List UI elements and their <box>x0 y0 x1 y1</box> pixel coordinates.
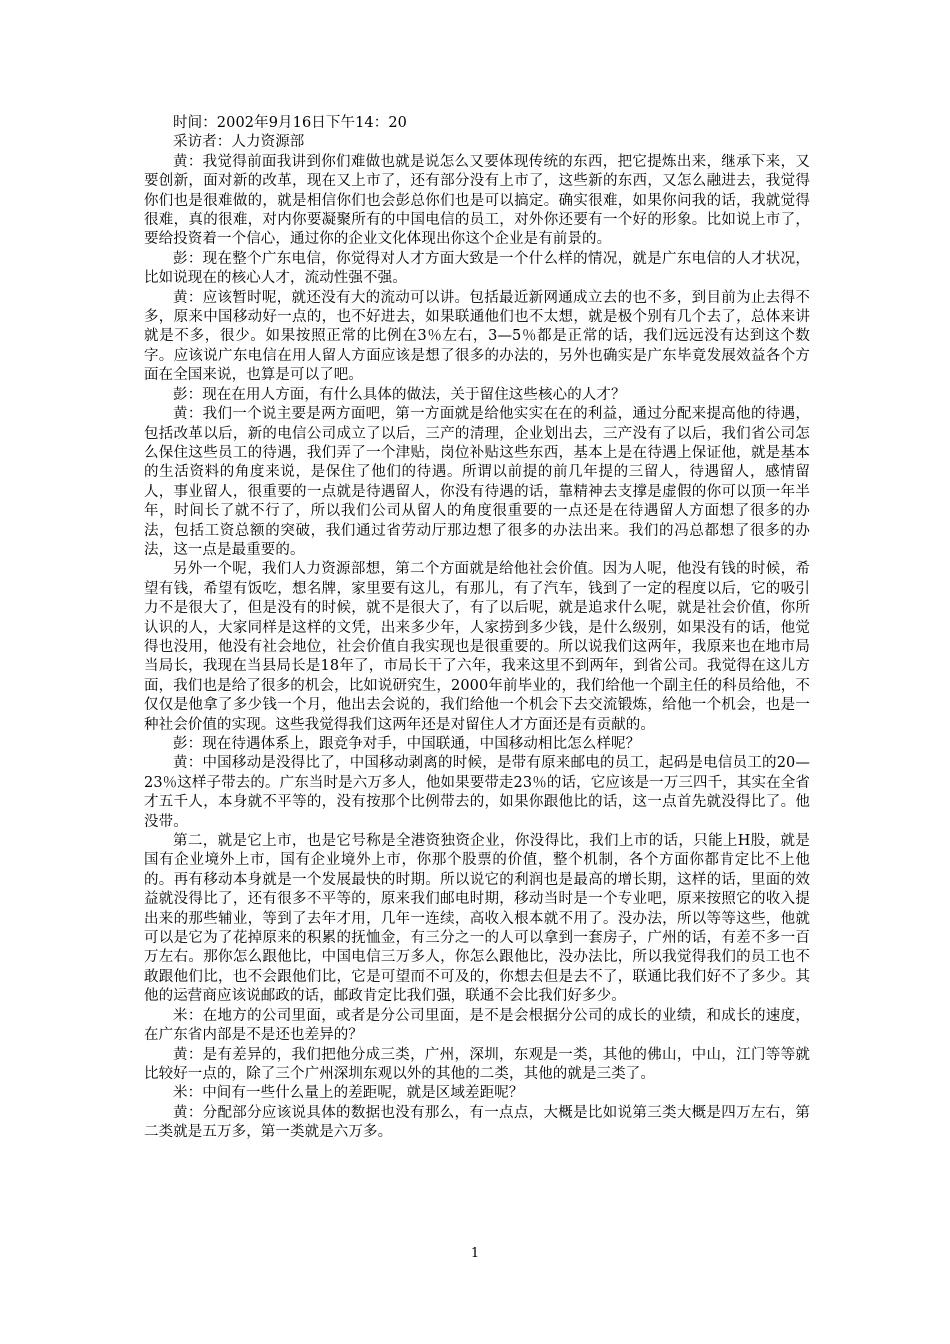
paragraph: 米：在地方的公司里面，或者是分公司里面，是不是会根据分公司的成长的业绩，和成长的速度，在广东省内部是不是还也差异的？ <box>144 1007 810 1044</box>
paragraph: 彭：现在待遇体系上，跟竞争对手，中国联通，中国移动相比怎么样呢？ <box>173 736 641 752</box>
paragraph: 第二，就是它上市，也是它号称是全港资独资企业，你没得比，我们上市的话，只能上H股，就是国有企业境外上市，国有企业境外上市，你那个股票的价值，整个机制，各个方面你都肯定比不上他的。再有移动本身就是一个发展最快的时期。所以说它的利润也是最高的增长期，这样的话，里面的效益就没得比了，还有很多不平等的，原来我们邮电时期，移动当时是一个专业吧，原来按照它的收入提出来的那些辅业，等到了去年才用，几年一连续，高收入根本就不用了。没办法，所以等等这些，他就可以是它为了花掉原来的积累的抚恤金，有三分之一的人可以拿到一套房子，广州的话，有差不多一百万左右。那你怎么跟他比，中国电信三万多人，你怎么跟他比，没办法比，所以我觉得我们的员工也不敢跟他们比，也不会跟他们比，它是可望而不可及的，你想去但是去不了，联通比我们好不了多少。其他的运营商应该说邮政的话，邮政肯定比我们强，联通不会比我们好多少。 <box>144 833 810 1005</box>
paragraph: 黄：中国移动是没得比了，中国移动剥离的时候，是带有原来邮电的员工，起码是电信员工的20—23％这样子带去的。广东当时是六万多人，他如果要带走23％的话，它应该是一万三四千，其实在全省才五千人，本身就不平等的，没有按那个比例带去的，如果你跟他比的话，这一点首先就没得比了。他没带。 <box>144 755 810 830</box>
paragraph: 黄：我们一个说主要是两方面吧，第一方面就是给他实实在在的利益，通过分配来提高他的待遇，包括改革以后，新的电信公司成立了以后，三产的清理，企业划出去，三产没有了以后，我们省公司怎么保住这些员工的待遇，我们弄了一个津贴，岗位补贴这些东西，基本上是在待遇上保证他，就是基本的生活资料的角度来说，是保住了他们的待遇。所谓以前提的前几年提的三留人，待遇留人，感情留人，事业留人，很重要的一点就是待遇留人，你没有待遇的话，靠精神去支撑是虚假的你可以顶一年半年，时间长了就不行了，所以我们公司从留人的角度很重要的一点还是在待遇留人方面想了很多的办法，包括工资总额的突破，我们通过省劳动厅那边想了很多的办法出来。我们的冯总都想了很多的办法，这一点是最重要的。 <box>144 406 810 558</box>
paragraph: 黄：是有差异的，我们把他分成三类，广州，深圳，东观是一类，其他的佛山，中山，江门等等就比较好一点的，除了三个广州深圳东观以外的其他的二类，其他的就是三类了。 <box>144 1046 810 1082</box>
paragraph: 黄：应该暂时呢，就还没有大的流动可以讲。包括最近新网通成立去的也不多，到目前为止去得不多，原来中国移动好一点的，也不好进去，如果联通他们也不太想，就是极个别有几个去了，总体来讲就是不多，很少。如果按照正常的比例在3％左右，3—5％都是正常的话，我们远远没有达到这个数字。应该说广东电信在用人留人方面应该是想了很多的办法的，另外也确实是广东毕竟发展效益各个方面在全国来说，也算是可以了吧。 <box>144 289 810 384</box>
paragraph: 黄：我觉得前面我讲到你们难做也就是说怎么又要体现传统的东西，把它提炼出来，继承下来，又要创新，面对新的改革，现在又上市了，还有部分没有上市了，这些新的东西，又怎么融进去，我觉得你们也是很难做的，就是相信你们也会彭总你们也是可以搞定。确实很难，如果你问我的话，我就觉得很难，真的很难，对内你要凝聚所有的中国电信的员工，对外你还要有一个好的形象。比如说上市了，要给投资着一个信心，通过你的企业文化体现出你这个企业是有前景的。 <box>144 153 810 248</box>
paragraph: 黄：分配部分应该说具体的数据也没有那么，有一点点，大概是比如说第三类大概是四万左右，第二类就是五万多，第一类就是六万多。 <box>144 1104 810 1141</box>
interview-transcript <box>144 114 810 1143</box>
paragraph: 彭：现在整个广东电信，你觉得对人才方面大致是一个什么样的情况，就是广东电信的人才状况，比如说现在的核心人才，流动性强不强。 <box>144 250 810 287</box>
page-number: 1 <box>470 1246 480 1261</box>
paragraph: 彭：现在在用人方面，有什么具体的做法，关于留住这些核心的人才？ <box>173 386 626 403</box>
interview-time: 时间：2002年9月16日下午14：20 <box>173 115 407 131</box>
paragraph: 另外一个呢，我们人力资源部想，第二个方面就是给他社会价值。因为人呢，他没有钱的时候，希望有钱，希望有饭吃，想名牌，家里要有这儿，有那儿，有了汽车，钱到了一定的程度以后，它的吸引力不是很大了，但是没有的时候，就不是很大了，有了以后呢，就是追求什么呢，就是社会价值，你所认识的人，大家同样是这样的文凭，出来多少年，人家捞到多少钱，是什么级别，如果没有的话，他觉得也没用，他没有社会地位，社会价值自我实现也是很重要的。所以说我们这两年，我原来也在地市局当局长，我现在当县局长是18年了，市局长干了六年，我来这里不到两年，到省公司。我觉得在这儿方面，我们也是给了很多的机会，比如说研究生，2000年前毕业的，我们给他一个副主任的科员给他，不仅仅是他拿了多少钱一个月，他出去会说的，我们给他一个机会下去交流锻炼，给他一个机会，也是一种社会价值的实现。这些我觉得我们这两年还是对留住人才方面还是有贡献的。 <box>144 561 810 733</box>
paragraph: 米：中间有一些什么量上的差距呢，就是区域差距呢？ <box>173 1085 524 1102</box>
interviewer-line: 采访者：人力资源部 <box>173 134 305 151</box>
